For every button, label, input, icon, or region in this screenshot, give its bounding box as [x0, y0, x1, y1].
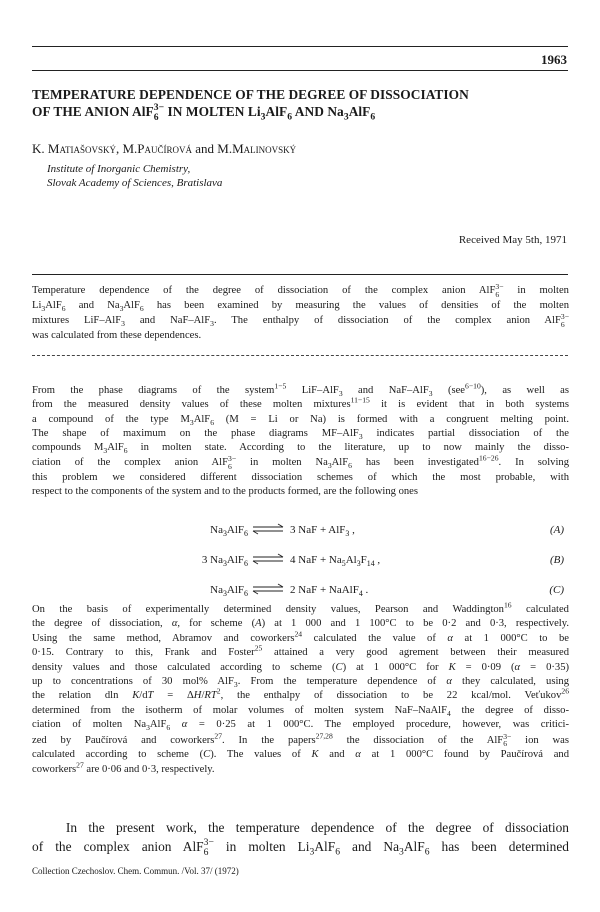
body-paragraph-1: From the phase diagrams of the system$^{1-5}$ LiF–AlF$_3$ and NaF–AlF$_3$ (see$^{6-10}$), as well as from the measured density values of these molten mixtures$^{11-15}$ it is evident that in both systems a compound of the type $M_3AlF_6$ (M = Li or Na) is formed with a congruent melting point. The shape of maximum on the phase diagrams MF–AlF$_3$ indicates partial dissociation of the compounds $M_3AlF_6$ in molten state. According to the literature, up to now mainly the disso- ciation of the complex anion AlF 3− 6 in molten $Na_3AlF_6$ has been investigated$^{16-26}$. In solving this problem we considered different dissociation schemes of which the most probable, with respect to the components of the system and to the products formed, are the following ones — [32, 381, 570, 498]
equation-a: $Na_3AlF_6$ 3 NaF + AlF$_3$ , (A) — [210, 524, 564, 539]
page-number: 1963 — [541, 52, 567, 67]
top-rule — [32, 46, 568, 47]
abstract-bottom-rule — [32, 355, 568, 356]
abstract-top-rule — [32, 274, 568, 275]
authors: K. Matiašovský, M.Paučírová and M.Malinovský — [32, 141, 297, 156]
equation-b: 3 $Na_3AlF_6$ 4 NaF + $Na_5Al_3F_{14}$ , (B) — [201, 554, 564, 569]
body-paragraph-2: On the basis of experimentally determined density values, Pearson and Waddington$^{16}$ calculated the degree of dissociation, α, for scheme (A) at 1 000 and 1 100°C to be 0·2 and 0·3, respectively. Using the same method, Abramov and coworkers$^{24}$ calculated the value of α at 1 000°C to be 0·15. Contrary to this, Frank and Foster$^{25}$ attained a very good agrement between their measured density values and those calculated according to scheme (C) at 1 000°C for K = 0·09 (α = 0·35) up to concentrations of 30 mol% AlF$_3$. From the temperature dependence of α they calculated, using the relation dln $K/dT = \Delta H/RT^2$, the enthalpy of dissociation to be 22 kcal/mol. Veťukov$^{26}$ determined from the isotherm of molar volumes of molten system NaF–NaAlF$_4$ the degree of disso- ciation of molten $Na_3AlF_6$ α = 0·25 at 1 000°C. The employed procedure, however, was critici- zed by Paučírová and coworkers$^{27}$. In the papers$^{27,28}$ the dissociation of the AlF 3− 6 ion was calculated according to scheme (C). The values of K and α at 1 000°C found by Paučírová and coworkers$^{27}$ are 0·06 and 0·3, respectively. — [32, 600, 570, 775]
article-title — [32, 86, 572, 123]
header-rule — [32, 70, 568, 71]
journal-footer: Collection Czechoslov. Chem. Commun. /Vol. 37/ (1972) — [32, 866, 239, 876]
title-line-2: OF THE ANION AlF 3− 6 IN MOLTEN $Li_3AlF_6$ AND $Na_3AlF_6$ — [32, 102, 376, 123]
received-date: Received May 5th, 1971 — [458, 234, 567, 246]
institution: Institute of Inorganic Chemistry, Slovak Academy of Sciences, Bratislava — [47, 163, 223, 189]
abstract: Temperature dependence of the degree of dissociation of the complex anion AlF 3− 6 in molten $Li_3AlF_6$ and $Na_3AlF_6$ has been examined by measuring the values of densities of the molten mixtures LiF–AlF$_3$ and NaF–AlF$_3$. The enthalpy of dissociation of the complex anion AlF 3− 6 was calculated from these dependences. — [32, 282, 570, 341]
body-paragraph-3: In the present work, the temperature dependence of the degree of dissociation of the complex anion AlF 3− 6 in molten $Li_3AlF_6$ and $Na_3AlF_6$ has been determined — [32, 820, 569, 858]
equilibrium-arrow-icon — [252, 552, 284, 566]
equilibrium-arrow-icon — [252, 582, 284, 596]
equilibrium-arrow-icon — [252, 522, 284, 536]
title-line-1: TEMPERATURE DEPENDENCE OF THE DEGREE OF DISSOCIATION — [32, 87, 469, 102]
equation-c: $Na_3AlF_6$ 2 NaF + NaAlF$_4$ . (C) — [210, 584, 564, 599]
